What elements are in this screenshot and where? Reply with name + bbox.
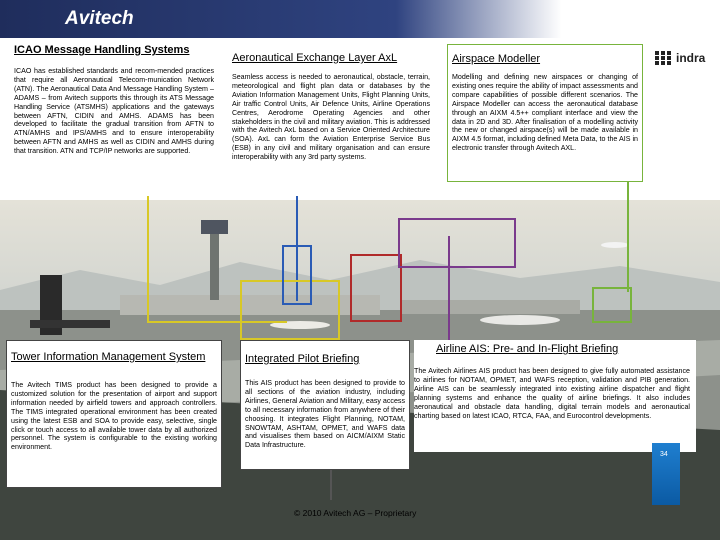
panel-axl-body: Seamless access is needed to aeronautical, obstacle, terrain, meteorological and flight plan data or databases by the Aviation Information Management Units, Flight Planning Units, Air traffic Control Units, Air Defence Units, Airline Operations Centres, Aerodrome Operating Agencies and other stakeholders in the civil and military aviation. This is addressed with the Avitech AxL based on a Service Oriented Architecture (SOA). AxL can form the Aviation Enterprise Service Bus (ESB) in any civil and military organisation and can ensure interoperability with any 3rd party systems. (232, 73, 430, 162)
footer-copyright: © 2010 Avitech AG – Proprietary (294, 508, 417, 518)
terminal-building-2 (400, 300, 580, 314)
aircraft-1 (480, 315, 560, 325)
highlight-box-green (592, 287, 632, 323)
indra-logo (654, 50, 714, 66)
panel-tims-title: Tower Information Management System (11, 351, 206, 363)
panel-amhs-body: ICAO has established standards and recom-mended practices that require all Aeronautical Telecom-munication Network (ATN). The Aeronautical Data And Message Handling System – ADAMS – from Avitech supports this through its ATS Message Handling Service (ATSMHS) applications and the gateways between AFTN, CIDIN and AMHS. ADAMS has been developed to facilitate the gradual transition from AFTN to ATN/AMHS and IPS/AMHS and to ensure interoperability between AFTN and AMHS as well as CIDIN and AMHS during that transition. ATN and TCP/IP networks are supported. (14, 67, 214, 156)
highlight-box-red (350, 254, 402, 322)
control-tower (210, 230, 219, 300)
indra-wordmark: indra (676, 51, 706, 65)
panel-amhs (4, 44, 218, 200)
indra-grid-icon (654, 50, 672, 66)
panel-tims-body: The Avitech TIMS product has been designed to provide a customized solution for the presentation of airport and support information needed by airfield towers and approach controllers. The TIMS integrated operational environment has been created using the latest ESB and SOA to provide easy, selective, single click or touch access to all available tower data by all authorized personnel. The system is configurable to the existing working environment. (11, 381, 217, 452)
connector-yellow-v (147, 196, 149, 322)
panel-airline-body: The Avitech Airlines AIS product has been designed to give fully automated assistance to airlines for NOTAM, OPMET, and WAFS reception, validation and PIB generation. Airline AIS can be seamlessly integrated into existing airline dispatcher and flight planning systems and enhance the quality of airline briefings. It also includes aeronautical and obstacle data handling, digital terrain models and aeronautical charting based on latest ICAO, RTCA, FAA, and Eurocontrol developments. (414, 367, 690, 420)
panel-airline (414, 340, 696, 452)
highlight-box-purple (398, 218, 516, 268)
page-number-badge (652, 443, 680, 505)
panel-airspace-body: Modelling and defining new airspaces or changing of existing ones require the ability of impact assessments and compare capabilities of possible different scenarios. The Airspace Modeller can access the aeronautical database through an AIXM 4.5++ compliant interface and view the data in 2D and 3D. After finalisation of a modelling activity the new or changed airspace(s) will be made available in AIXM 4.5 format, including defined Meta Data, to the AIS in electronic transfer through Avitech AXL. (452, 73, 638, 153)
panel-airline-title: Airline AIS: Pre- and In-Flight Briefing (436, 343, 619, 355)
panel-airspace (447, 44, 643, 182)
highlight-box-blue (282, 245, 312, 305)
panel-axl-title: Aeronautical Exchange Layer AxL (232, 52, 398, 64)
panel-tims (6, 340, 222, 488)
aircraft-in-flight (601, 242, 629, 248)
panel-axl (228, 44, 434, 200)
connector-green-v (627, 182, 629, 292)
panel-ipb-body: This AIS product has been designed to provide to all sections of the aviation industry, including Airlines, General Aviation and Military, easy access to all necessary information from anywhere of their choosing. It integrates Flight Planning, NOTAM, SNOWTAM, ASHTAM, OPMET, and WAFS data and visualises them based on AICM/AIXM Static Data Infrastructure. (245, 379, 405, 450)
panel-ipb (240, 340, 410, 470)
panel-ipb-title: Integrated Pilot Briefing (245, 353, 360, 365)
panel-airspace-title: Airspace Modeller (452, 53, 541, 65)
page-number: 34 (660, 451, 668, 458)
avitech-logo: Avitech (65, 8, 134, 29)
tower-cab (201, 220, 228, 234)
console (30, 320, 110, 328)
panel-amhs-title: ICAO Message Handling Systems (14, 44, 190, 56)
